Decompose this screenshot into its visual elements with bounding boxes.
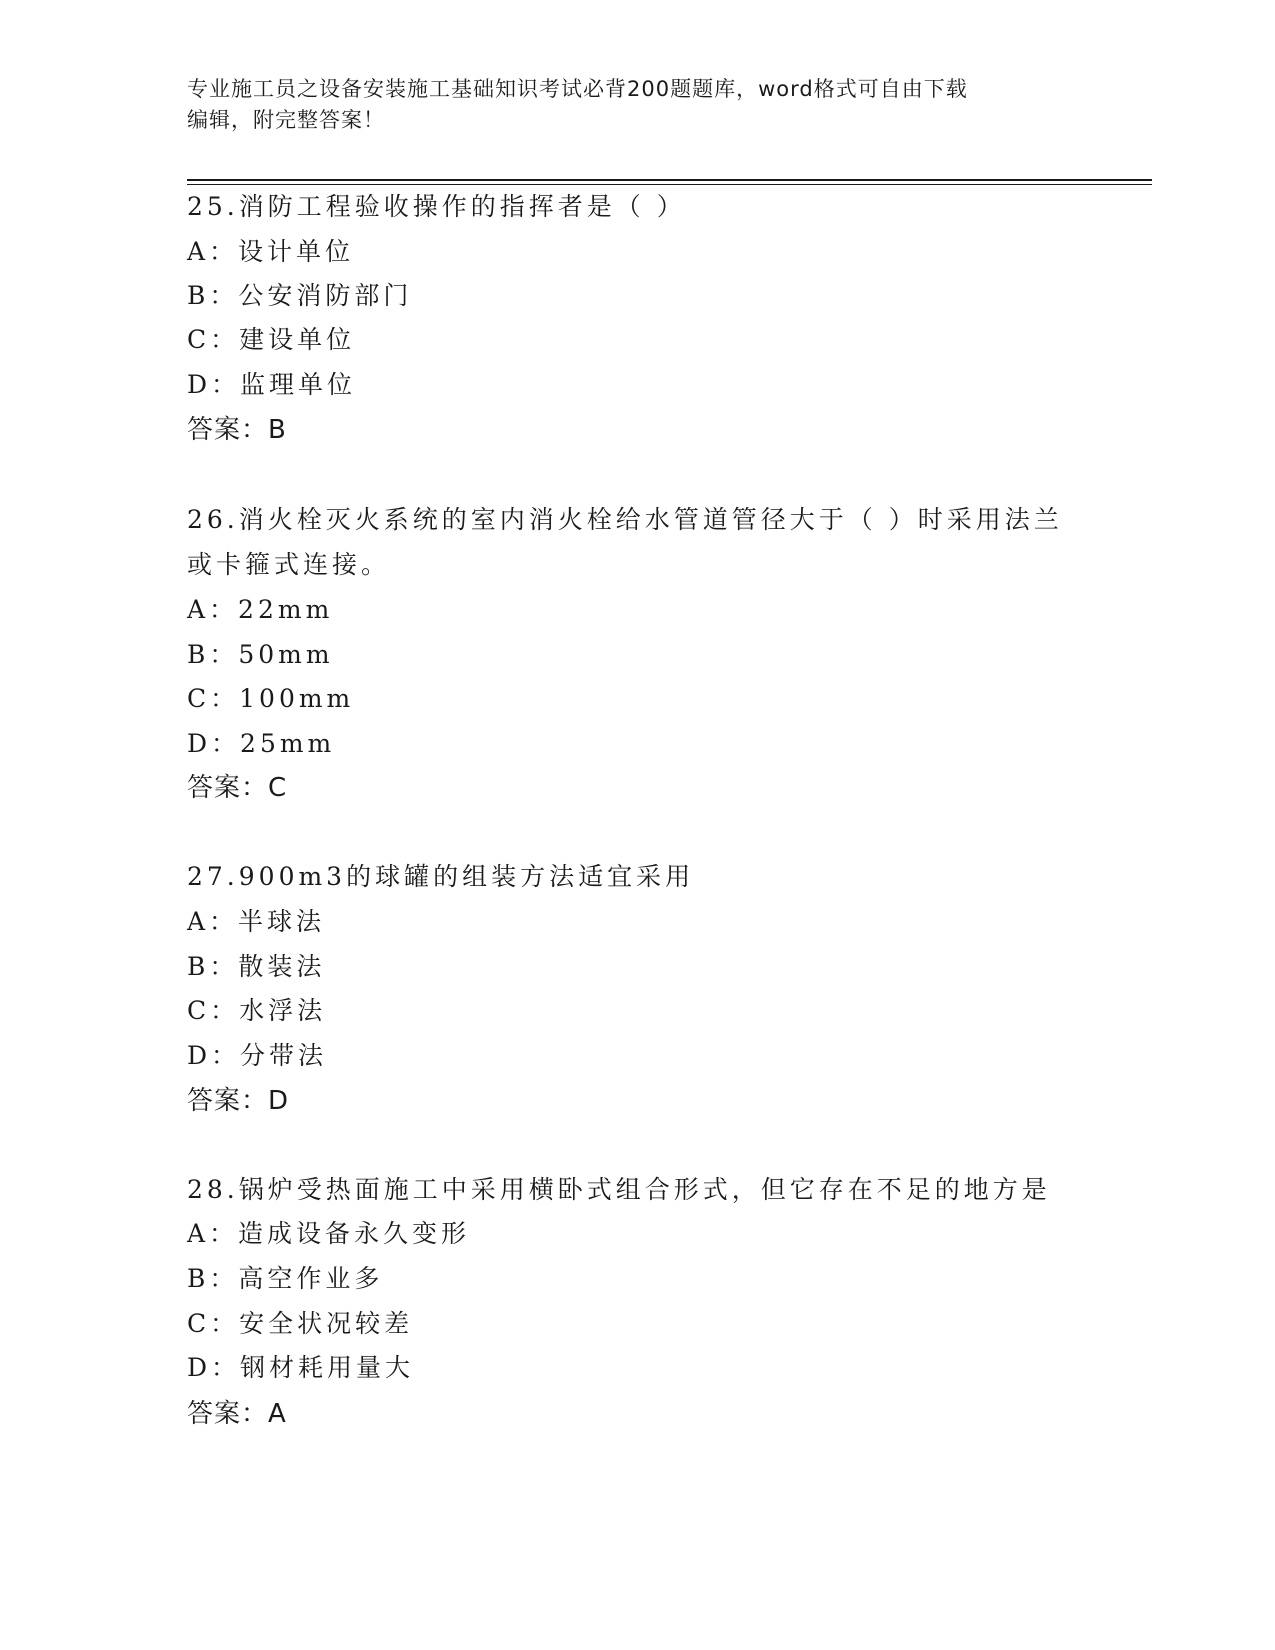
option-d: D：钢材耗用量大: [187, 1353, 415, 1382]
option-a: A：22mm: [187, 595, 334, 624]
option-a: A：造成设备永久变形: [187, 1219, 471, 1248]
header-line-2: 编辑，附完整答案！: [187, 108, 385, 132]
option-b: B：散装法: [187, 952, 326, 981]
option-c: C：100mm: [187, 684, 355, 713]
question-stem: 28.锅炉受热面施工中采用横卧式组合形式，但它存在不足的地方是: [187, 1175, 1051, 1204]
option-b: B：高空作业多: [187, 1264, 384, 1293]
header-divider-thin: [187, 184, 1152, 185]
option-a: A：半球法: [187, 907, 326, 936]
option-c: C：建设单位: [187, 325, 356, 354]
option-d: D：25mm: [187, 729, 336, 758]
question-stem: 27.900m3的球罐的组装方法适宜采用: [187, 862, 695, 891]
answer-label: 答案：C: [187, 773, 288, 803]
option-d: D：分带法: [187, 1041, 328, 1070]
answer-label: 答案：D: [187, 1086, 290, 1116]
document-header: [187, 74, 1087, 136]
option-c: C：水浮法: [187, 996, 327, 1025]
answer-label: 答案：A: [187, 1399, 287, 1429]
question-stem: 25.消防工程验收操作的指挥者是（ ）: [187, 192, 686, 221]
question-stem: 26.消火栓灭火系统的室内消火栓给水管道管径大于（ ）时采用法兰: [187, 505, 1063, 534]
option-c: C：安全状况较差: [187, 1309, 414, 1338]
option-b: B：公安消防部门: [187, 281, 413, 310]
header-divider-thick: [187, 179, 1152, 181]
header-line-1: 专业施工员之设备安装施工基础知识考试必背200题题库，word格式可自由下载: [187, 77, 968, 101]
question-stem-continued: 或卡箍式连接。: [187, 550, 391, 579]
answer-label: 答案：B: [187, 415, 287, 445]
option-b: B：50mm: [187, 640, 334, 669]
option-d: D：监理单位: [187, 370, 357, 399]
option-a: A：设计单位: [187, 237, 355, 266]
